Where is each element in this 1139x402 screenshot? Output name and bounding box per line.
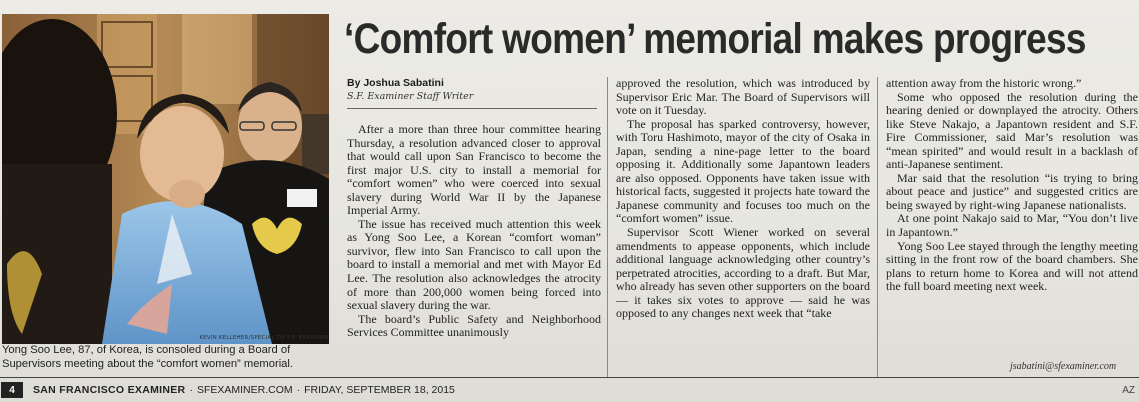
paper-name: SAN FRANCISCO EXAMINER xyxy=(33,384,186,396)
paragraph: The issue has received much attention this week as Yong Soo Lee, a Korean “comfort woman” survivor, flew into San Francisco to call upon the board to install a memorial and met with Mayor Ed Lee. The resolution also acknowledges the atrocity of more than 200,000 women being forced into sexual slavery during the war. xyxy=(347,216,601,313)
paragraph: attention away from the historic wrong.” xyxy=(886,76,1082,90)
photo-caption: Yong Soo Lee, 87, of Korea, is consoled during a Board of Supervisors meeting about the “comfort women” memorial. xyxy=(2,344,293,370)
article-headline: ‘Comfort women’ memorial makes progress xyxy=(344,15,1086,63)
paragraph: After a more than three hour committee hearing Thursday, a resolution advanced closer to approval that would call upon San Francisco to become the first major U.S. city to install a memorial for “comfort women” who were coerced into sexual slavery during World War II by the Japanese Imperial Army. xyxy=(347,122,601,218)
photo-credit: KEVIN KELLEHER/SPECIAL TO S.F. EXAMINER xyxy=(199,335,329,341)
byline-divider xyxy=(347,108,597,109)
article-column-2 xyxy=(616,77,870,321)
paragraph: The proposal has sparked controversy, however, with Toru Hashimoto, mayor of the city of Osaka in Japan, sending a nine-page letter to the board opposing it. Additionally some Japantown leaders are also opposed. Opponents have taken issue with historical facts, suggested it projects hate toward the Japanese community and focuses too much on the “comfort women” issue. xyxy=(616,116,870,226)
photo-illustration xyxy=(2,14,329,344)
column-divider xyxy=(607,77,608,377)
page-number: 4 xyxy=(1,382,23,398)
paragraph: Yong Soo Lee stayed through the lengthy meeting sitting in the front row of the board chambers. She plans to return home to Korea and will not attend the full board meeting next week. xyxy=(886,238,1138,294)
article-column-1 xyxy=(347,123,601,340)
paper-website: SFEXAMINER.COM xyxy=(196,384,293,396)
edition-code: AZ xyxy=(1122,384,1135,396)
paragraph: Mar said that the resolution “is trying to bring about peace and justice” and suggested critics are being swayed by right-wing Japanese nationalists. xyxy=(886,170,1138,212)
page-footer xyxy=(0,380,1139,400)
paragraph: Some who opposed the resolution during the hearing denied or downplayed the atrocity. Others like Steve Nakajo, a Japantown resident and S.F. Fire Commissioner, said Mar’s resolution was “mean spirited” and would result in a backlash of anti-Japanese sentiment. xyxy=(886,89,1138,172)
paragraph: The board’s Public Safety and Neighborhood Services Committee unanimously xyxy=(347,311,601,340)
byline-role: S.F. Examiner Staff Writer xyxy=(347,91,474,102)
paragraph: Supervisor Scott Wiener worked on several amendments to appease opponents, which include additional language acknowledging other country’s perpetrated atrocities, according to a draft. But Mar, who already has seven other supporters on the board — it takes six votes to approve — said he was opposed to any changes next week that “take xyxy=(616,225,870,321)
author-email: jsabatini@sfexaminer.com xyxy=(1010,361,1117,372)
column-divider xyxy=(877,77,878,377)
footer-separator: · xyxy=(296,384,301,396)
footer-separator: · xyxy=(189,384,193,396)
article-column-3 xyxy=(886,77,1138,294)
byline: By Joshua Sabatini xyxy=(347,77,444,89)
footer-rule xyxy=(0,377,1139,378)
issue-date: FRIDAY, SEPTEMBER 18, 2015 xyxy=(304,384,455,396)
article-photo xyxy=(2,14,329,344)
paragraph: approved the resolution, which was introduced by Supervisor Eric Mar. The Board of Supervisors will vote on it Tuesday. xyxy=(616,76,870,118)
paragraph: At one point Nakajo said to Mar, “You don’t live in Japantown.” xyxy=(886,211,1138,240)
